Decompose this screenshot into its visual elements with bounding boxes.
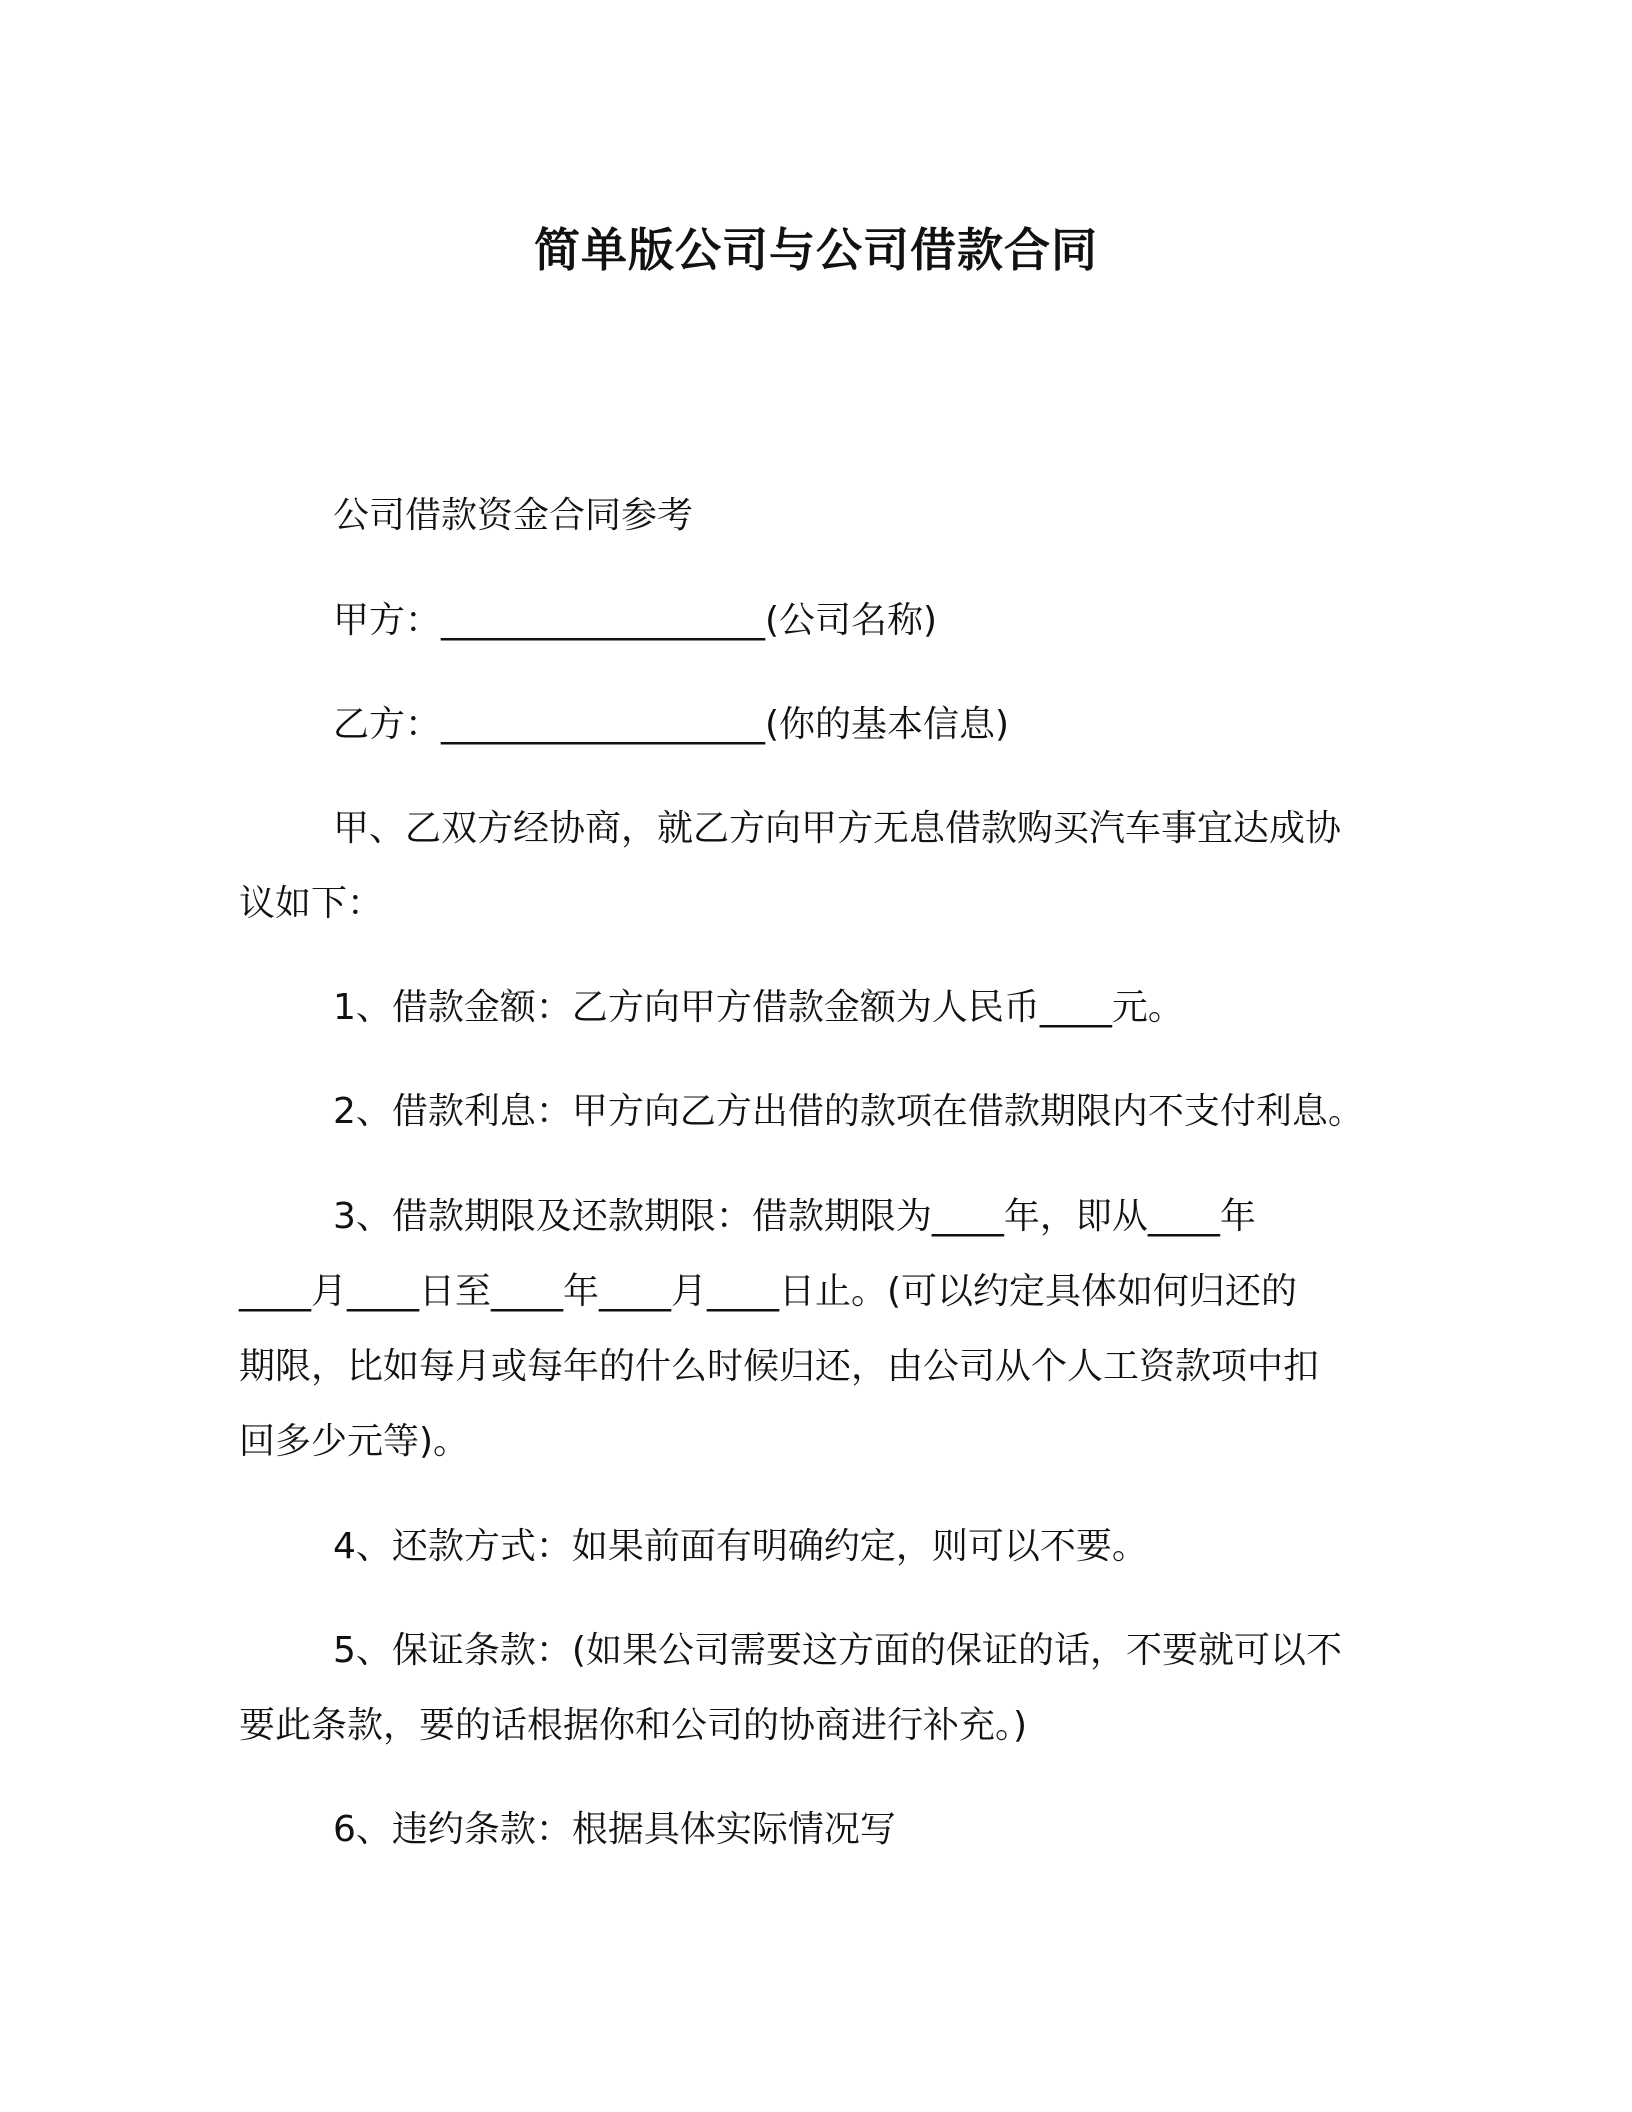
clause-5-line-1: 5、保证条款：(如果公司需要这方面的保证的话，不要就可以不 <box>333 1630 1342 1671</box>
clause-5-line-2: 要此条款，要的话根据你和公司的协商进行补充。) <box>239 1705 1028 1746</box>
document-title: 简单版公司与公司借款合同 <box>534 223 1098 277</box>
clause-3-line-2: ____月____日至____年____月____日止。(可以约定具体如何归还的 <box>239 1271 1298 1312</box>
clause-4: 4、还款方式：如果前面有明确约定，则可以不要。 <box>333 1526 1148 1567</box>
clause-3-line-4: 回多少元等)。 <box>239 1421 470 1462</box>
clause-1: 1、借款金额：乙方向甲方借款金额为人民币____元。 <box>333 987 1184 1028</box>
preamble-line-2: 议如下： <box>239 883 384 924</box>
subtitle-line: 公司借款资金合同参考 <box>333 495 694 536</box>
party-b-line: 乙方：__________________(你的基本信息) <box>333 704 1010 745</box>
preamble-line-1: 甲、乙双方经协商，就乙方向甲方无息借款购买汽车事宜达成协 <box>333 808 1342 849</box>
clause-3-line-1: 3、借款期限及还款期限：借款期限为____年，即从____年 <box>333 1196 1256 1237</box>
clause-3-line-3: 期限，比如每月或每年的什么时候归还，由公司从个人工资款项中扣 <box>239 1346 1320 1387</box>
clause-6: 6、违约条款：根据具体实际情况写 <box>333 1809 896 1850</box>
party-a-line: 甲方：__________________(公司名称) <box>333 600 938 641</box>
clause-2: 2、借款利息：甲方向乙方出借的款项在借款期限内不支付利息。 <box>333 1091 1364 1132</box>
